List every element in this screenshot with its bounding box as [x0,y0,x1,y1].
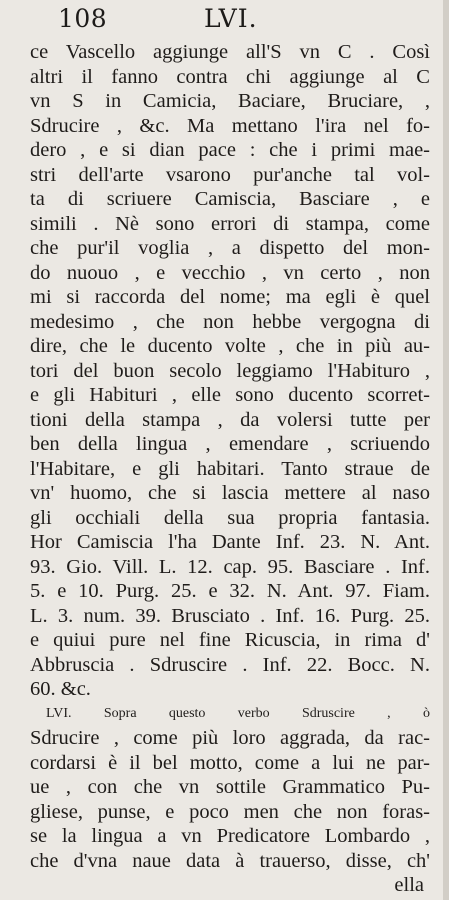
text-line: ta di scriuere Camiscia, Basciare , e [30,188,430,210]
text-line: che d'vna naue data à trauerso, disse, ch' [30,849,430,872]
text-line: ben della lingua , emendare , scriuendo [30,433,430,455]
text-line: simili . Nè sono errori di stampa, come [30,212,430,235]
text-line: altri il fanno contra chi aggiunge al C [30,65,430,88]
catchword: ella [394,874,424,896]
text-line: medesimo , che non hebbe vergogna di [30,310,430,333]
text-line: LVI. Sopra questo verbo Sdruscire , ò [46,705,430,721]
text-line: cordarsi è il bel motto, come a lui ne par- [30,751,430,774]
text-line: se la lingua a vn Predicatore Lombardo , [30,825,430,847]
text-line: dire, che le ducento volte , che in più au- [30,335,430,357]
text-line: L. 3. num. 39. Brusciato . Inf. 16. Purg. 25. [30,604,430,627]
text-line: Sdrucire , come più loro aggrada, da rac- [30,727,430,749]
text-line: dero , e si dian pace : che i primi mae- [30,139,430,161]
text-line: e quiui pure nel fine Ricuscia, in rima d' [30,629,430,651]
text-line: vn' huomo, che si lascia mettere al naso [30,482,430,504]
text-line: Hor Camiscia l'ha Dante Inf. 23. N. Ant. [30,531,430,553]
text-line: 5. e 10. Purg. 25. e 32. N. Ant. 97. Fiam. [30,580,430,602]
text-line: ue , con che vn sottile Grammatico Pu- [30,776,430,798]
section-heading: LVI. [204,4,258,33]
text-line: 93. Gio. Vill. L. 12. cap. 95. Basciare . Inf. [30,555,430,578]
text-line: e gli Habituri , elle sono ducento scorret- [30,384,430,406]
text-line: tioni della stampa , da volersi tutte per [30,408,430,431]
text-line: 60. &c. [30,678,91,700]
text-line: do nuouo , e vecchio , vn certo , non [30,261,430,284]
text-line: Sdrucire , &c. Ma mettano l'ira nel fo- [30,114,430,137]
text-line: che pur'il voglia , a dispetto del mon- [30,237,430,259]
page-number: 108 [58,4,108,33]
text-line: mi si raccorda del nome; ma egli è quel [30,286,430,308]
body-text [30,40,430,898]
text-line: Abbruscia . Sdruscire . Inf. 22. Bocc. N. [30,653,430,676]
text-line: gli occhiali della sua propria fantasia. [30,506,430,529]
text-line: l'Habitare, e gli habitari. Tanto straue de [30,457,430,480]
text-line: ce Vascello aggiunge all'S vn C . Così [30,41,430,63]
text-line: tori del buon secolo leggiamo l'Habituro , [30,359,430,382]
text-line: stri dell'arte vsarono pur'anche tal vol- [30,163,430,186]
text-line: vn S in Camicia, Baciare, Bruciare, , [30,90,430,112]
page-header [24,4,415,38]
text-line: gliese, punse, e poco men che non foras- [30,800,430,823]
